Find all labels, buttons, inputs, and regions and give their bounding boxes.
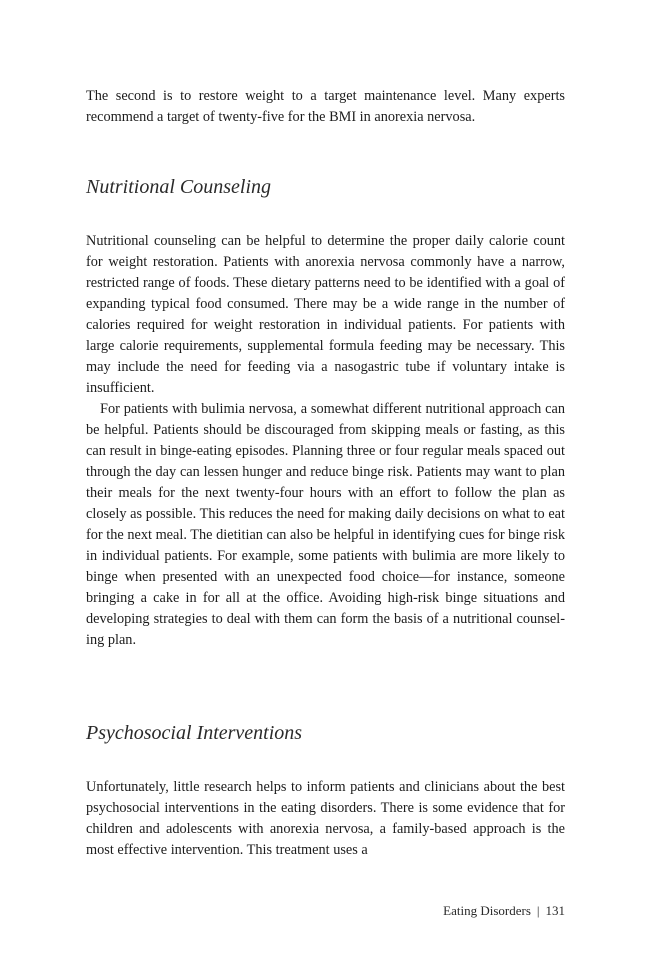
psychosocial-interventions-body	[86, 777, 565, 861]
section-heading-psychosocial-interventions: Psychosocial Interventions	[86, 722, 303, 744]
footer-separator: |	[536, 903, 540, 918]
intro-paragraph: The second is to restore weight to a target maintenance level. Many experts recommend a target of twenty-five for the BMI in anorexia nervosa.	[86, 88, 565, 125]
section-heading-nutritional-counseling: Nutritional Counseling	[86, 176, 272, 198]
page-footer	[443, 901, 565, 921]
body-paragraph: Nutritional counseling can be helpful to determine the proper daily calorie count for weight restoration. Patients with anorexia nervosa commonly have a narrow, restricted range of foods. These dietary patterns need to be identified with a goal of expanding typical food consumed. There may be a wide range in the number of calories required for weight restoration in individual patients. For patients with large calorie requirements, supplemental formula feeding may be necessary. This may include the need for feeding via a nasogastric tube if voluntary intake is insufficient.	[86, 233, 565, 396]
body-paragraph: For patients with bulimia nervosa, a somewhat different nutritional approach can be helpful. Patients should be discouraged from skipping meals or fasting, as this can result in binge-eating episodes. Planning three or four regular meals spaced out through the day can lessen hunger and reduce binge risk. Patients may want to plan their meals for the next twenty-four hours with an effort to follow the plan as closely as possible. This reduces the need for making daily decisions on what to eat for the next meal. The dietitian can also be helpful in identifying cues for binge risk in individual patients. For example, some patients with bulimia are more likely to binge when presented with an unexpected food choice—for instance, someone bringing a cake in for all at the office. Avoiding high-risk binge situations and developing strategies to deal with them can form the basis of a nutritional counseling plan.	[86, 401, 565, 648]
page-number: 131	[545, 903, 565, 918]
running-title: Eating Disorders	[443, 903, 531, 918]
body-paragraph: Unfortunately, little research helps to inform patients and clinicians about the best psychosocial interventions in the eating disorders. There is some evidence that for children and adolescents with anorexia nervosa, a family-based approach is the most effective intervention. This treatment uses a	[86, 779, 565, 858]
nutritional-counseling-body	[86, 231, 565, 651]
